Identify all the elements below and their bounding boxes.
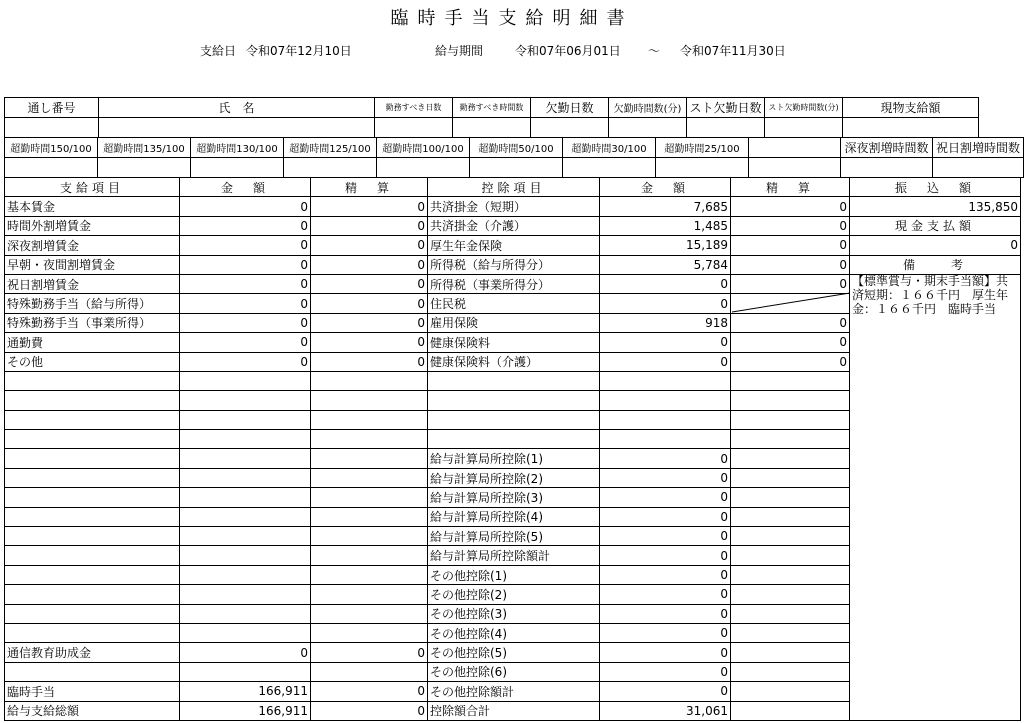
pay-item-settle	[311, 623, 428, 642]
pay-item-amount	[180, 546, 311, 565]
pay-item-name	[5, 565, 180, 584]
absence-days-value	[531, 118, 609, 138]
deduct-item-name: 控除額合計	[428, 701, 600, 720]
serial-number-value	[5, 118, 99, 138]
deduct-item-amount: 0	[600, 643, 731, 662]
pay-item-amount	[180, 391, 311, 410]
deduct-item-name: 健康保険料（介護）	[428, 352, 600, 371]
pay-item-settle	[311, 507, 428, 526]
overtime-135-value	[98, 158, 191, 178]
pay-item-settle: 0	[311, 255, 428, 274]
deduct-amount-header: 金 額	[600, 178, 731, 197]
deduct-item-settle	[731, 468, 850, 487]
deduct-item-settle	[731, 546, 850, 565]
deduct-item-name: その他控除(5)	[428, 643, 600, 662]
period-separator: 〜	[648, 44, 661, 58]
deduct-item-name: その他控除(3)	[428, 604, 600, 623]
table-row	[5, 216, 1021, 235]
pay-item-amount: 0	[180, 333, 311, 352]
pay-item-settle	[311, 546, 428, 565]
deduct-item-amount: 0	[600, 565, 731, 584]
deduct-item-amount: 0	[600, 333, 731, 352]
pay-item-settle	[311, 449, 428, 468]
pay-item-name: 臨時手当	[5, 682, 180, 701]
pay-item-amount	[180, 410, 311, 429]
deduct-item-amount	[600, 391, 731, 410]
pay-item-settle: 0	[311, 236, 428, 255]
pay-item-settle: 0	[311, 313, 428, 332]
strike-absence-days-header: スト欠勤日数	[687, 98, 765, 118]
pay-item-settle	[311, 565, 428, 584]
deduct-item-amount: 0	[600, 585, 731, 604]
employee-info-table	[4, 97, 979, 138]
pay-item-name: 特殊勤務手当（給与所得）	[5, 294, 180, 313]
deduct-item-header: 控除項目	[428, 178, 600, 197]
pay-item-amount	[180, 430, 311, 449]
transfer-amount: 135,850	[850, 197, 1021, 216]
blank-value	[749, 158, 841, 178]
deduct-item-settle	[731, 507, 850, 526]
pay-item-name: 基本賃金	[5, 197, 180, 216]
transfer-header: 振 込 額	[850, 178, 1021, 197]
pay-item-settle	[311, 527, 428, 546]
deduct-item-amount: 5,784	[600, 255, 731, 274]
overtime-150-header: 超勤時間150/100	[5, 138, 98, 158]
deduct-item-amount: 7,685	[600, 197, 731, 216]
pay-item-settle	[311, 410, 428, 429]
deduct-item-amount: 0	[600, 449, 731, 468]
pay-item-settle	[311, 604, 428, 623]
overtime-130-value	[191, 158, 284, 178]
pay-item-name	[5, 623, 180, 642]
pay-item-name: 給与支給総額	[5, 701, 180, 720]
overtime-130-header: 超勤時間130/100	[191, 138, 284, 158]
pay-item-name: 祝日割増賃金	[5, 274, 180, 293]
overtime-25-header: 超勤時間25/100	[656, 138, 749, 158]
pay-item-amount	[180, 662, 311, 681]
page-title: 臨時手当支給明細書	[390, 8, 634, 29]
pay-item-settle: 0	[311, 701, 428, 720]
overtime-30-value	[563, 158, 656, 178]
table-row	[5, 197, 1021, 216]
pay-amount-header: 金 額	[180, 178, 311, 197]
pay-item-settle: 0	[311, 216, 428, 235]
deduct-item-amount	[600, 410, 731, 429]
overtime-30-header: 超勤時間30/100	[563, 138, 656, 158]
deduct-item-amount: 0	[600, 488, 731, 507]
deduct-item-settle: 0	[731, 216, 850, 235]
pay-item-settle: 0	[311, 333, 428, 352]
deduct-item-amount: 0	[600, 623, 731, 642]
night-premium-hours-header: 深夜割増時間数	[841, 138, 933, 158]
absence-minutes-value	[609, 118, 687, 138]
payslip-table	[4, 177, 1021, 721]
holiday-premium-hours-value	[933, 158, 1024, 178]
deduct-item-name: その他控除額計	[428, 682, 600, 701]
pay-item-amount	[180, 604, 311, 623]
deduct-item-name	[428, 371, 600, 390]
overtime-50-header: 超勤時間50/100	[470, 138, 563, 158]
deduct-item-amount	[600, 430, 731, 449]
pay-item-amount: 0	[180, 236, 311, 255]
deduct-item-name: 住民税	[428, 294, 600, 313]
serial-number-header: 通し番号	[5, 98, 99, 118]
deduct-item-settle	[731, 527, 850, 546]
deduct-item-settle	[731, 430, 850, 449]
pay-item-name	[5, 507, 180, 526]
deduct-item-settle: 0	[731, 313, 850, 332]
night-premium-hours-value	[841, 158, 933, 178]
pay-item-name: その他	[5, 352, 180, 371]
deduct-item-settle	[731, 662, 850, 681]
name-header: 氏 名	[99, 98, 375, 118]
name-value	[99, 118, 375, 138]
deduct-item-settle	[731, 701, 850, 720]
deduct-item-settle	[731, 565, 850, 584]
pay-item-settle: 0	[311, 274, 428, 293]
pay-item-settle	[311, 391, 428, 410]
deduct-item-amount: 0	[600, 352, 731, 371]
pay-item-settle	[311, 430, 428, 449]
pay-item-amount	[180, 371, 311, 390]
overtime-135-header: 超勤時間135/100	[98, 138, 191, 158]
pay-item-name	[5, 449, 180, 468]
pay-item-amount: 0	[180, 216, 311, 235]
required-days-value	[375, 118, 453, 138]
pay-item-amount: 0	[180, 643, 311, 662]
deduct-item-settle	[731, 623, 850, 642]
absence-minutes-header: 欠勤時間数(分)	[609, 98, 687, 118]
pay-item-amount	[180, 565, 311, 584]
table-row	[5, 255, 1021, 274]
overtime-125-value	[284, 158, 377, 178]
deduct-item-name: 雇用保険	[428, 313, 600, 332]
required-hours-header: 勤務すべき時間数	[453, 98, 531, 118]
strike-absence-minutes-header: スト欠勤時間数(分)	[765, 98, 843, 118]
deduct-item-amount: 0	[600, 294, 731, 313]
deduct-item-name: その他控除(6)	[428, 662, 600, 681]
deduct-settle-header: 精 算	[731, 178, 850, 197]
pay-item-name: 通勤費	[5, 333, 180, 352]
deduct-item-name: 給与計算局所控除(5)	[428, 527, 600, 546]
deduct-item-settle: 0	[731, 197, 850, 216]
deduct-item-name	[428, 391, 600, 410]
deduct-item-name: 給与計算局所控除(4)	[428, 507, 600, 526]
overtime-100-header: 超勤時間100/100	[377, 138, 470, 158]
holiday-premium-hours-header: 祝日割増時間数	[933, 138, 1024, 158]
pay-item-amount	[180, 623, 311, 642]
deduct-item-amount: 15,189	[600, 236, 731, 255]
deduct-item-settle	[731, 604, 850, 623]
required-hours-value	[453, 118, 531, 138]
deduct-item-name	[428, 410, 600, 429]
cash-payment-label: 現金支払額	[850, 216, 1021, 235]
blank-header	[749, 138, 841, 158]
pay-item-name: 特殊勤務手当（事業所得）	[5, 313, 180, 332]
pay-item-amount: 166,911	[180, 701, 311, 720]
pay-item-amount	[180, 527, 311, 546]
deduct-item-name: その他控除(4)	[428, 623, 600, 642]
deduct-item-name: 給与計算局所控除(1)	[428, 449, 600, 468]
deduct-item-amount: 0	[600, 274, 731, 293]
pay-item-name	[5, 430, 180, 449]
pay-item-settle	[311, 585, 428, 604]
pay-item-header: 支給項目	[5, 178, 180, 197]
deduct-item-settle	[731, 391, 850, 410]
deduct-item-settle	[731, 682, 850, 701]
remarks-header: 備 考	[850, 255, 1021, 274]
deduct-item-name: 給与計算局所控除額計	[428, 546, 600, 565]
deduct-item-amount: 0	[600, 546, 731, 565]
deduct-item-settle: 0	[731, 236, 850, 255]
deduct-item-name: 給与計算局所控除(3)	[428, 488, 600, 507]
pay-item-amount: 0	[180, 255, 311, 274]
pay-date: 令和07年12月10日	[246, 44, 352, 58]
pay-item-name: 通信教育助成金	[5, 643, 180, 662]
remarks-text: 【標準賞与・期末手当額】共済短期：１６６千円 厚生年金：１６６千円 臨時手当	[852, 274, 1009, 316]
pay-item-settle: 0	[311, 682, 428, 701]
deduct-item-amount: 0	[600, 527, 731, 546]
pay-item-name	[5, 662, 180, 681]
period-end: 令和07年11月30日	[680, 44, 786, 58]
pay-item-amount: 0	[180, 352, 311, 371]
pay-item-amount: 0	[180, 294, 311, 313]
pay-item-amount	[180, 507, 311, 526]
strike-absence-days-value	[687, 118, 765, 138]
overtime-125-header: 超勤時間125/100	[284, 138, 377, 158]
period-start: 令和07年06月01日	[515, 44, 621, 58]
strike-absence-minutes-value	[765, 118, 843, 138]
deduct-item-name: 共済掛金（短期）	[428, 197, 600, 216]
cash-payment-amount: 0	[850, 236, 1021, 255]
pay-date-label: 支給日	[200, 44, 237, 58]
deduct-item-name	[428, 430, 600, 449]
deduct-item-amount: 0	[600, 682, 731, 701]
deduct-item-settle	[731, 410, 850, 429]
pay-item-name	[5, 488, 180, 507]
remarks-area	[850, 274, 1021, 720]
pay-item-settle	[311, 488, 428, 507]
pay-item-settle: 0	[311, 197, 428, 216]
deduct-item-name: 共済掛金（介護）	[428, 216, 600, 235]
pay-item-amount: 0	[180, 313, 311, 332]
deduct-item-settle	[731, 488, 850, 507]
settle-diagonal-line	[732, 292, 850, 313]
pay-item-name	[5, 410, 180, 429]
deduct-item-amount: 0	[600, 507, 731, 526]
pay-item-name	[5, 585, 180, 604]
deduct-item-amount: 0	[600, 604, 731, 623]
pay-item-amount	[180, 585, 311, 604]
pay-item-name	[5, 527, 180, 546]
deduct-item-amount: 0	[600, 662, 731, 681]
deduct-item-settle: 0	[731, 333, 850, 352]
deduct-item-amount: 918	[600, 313, 731, 332]
pay-item-name: 時間外割増賃金	[5, 216, 180, 235]
deduct-item-name: 所得税（給与所得分）	[428, 255, 600, 274]
overtime-table	[4, 137, 1024, 178]
pay-item-settle	[311, 662, 428, 681]
in-kind-payment-header: 現物支給額	[843, 98, 979, 118]
pay-item-amount	[180, 488, 311, 507]
pay-item-name: 早朝・夜間割増賃金	[5, 255, 180, 274]
deduct-item-settle	[731, 643, 850, 662]
deduct-item-name: その他控除(2)	[428, 585, 600, 604]
pay-item-name: 深夜割増賃金	[5, 236, 180, 255]
pay-item-name	[5, 546, 180, 565]
pay-item-settle: 0	[311, 352, 428, 371]
required-days-header: 勤務すべき日数	[375, 98, 453, 118]
deduct-item-name: その他控除(1)	[428, 565, 600, 584]
deduct-item-name: 所得税（事業所得分）	[428, 274, 600, 293]
overtime-150-value	[5, 158, 98, 178]
pay-item-name	[5, 468, 180, 487]
deduct-item-settle: 0	[731, 352, 850, 371]
absence-days-header: 欠勤日数	[531, 98, 609, 118]
pay-item-settle	[311, 468, 428, 487]
deduct-item-name: 健康保険料	[428, 333, 600, 352]
overtime-100-value	[377, 158, 470, 178]
overtime-50-value	[470, 158, 563, 178]
period-label: 給与期間	[435, 44, 484, 58]
pay-item-amount	[180, 449, 311, 468]
deduct-item-amount	[600, 371, 731, 390]
pay-settle-header: 精 算	[311, 178, 428, 197]
deduct-item-amount: 0	[600, 468, 731, 487]
pay-item-name	[5, 371, 180, 390]
pay-item-amount	[180, 468, 311, 487]
deduct-item-settle	[731, 449, 850, 468]
deduct-item-settle	[731, 585, 850, 604]
pay-item-settle: 0	[311, 294, 428, 313]
in-kind-payment-value	[843, 118, 979, 138]
deduct-item-amount: 1,485	[600, 216, 731, 235]
pay-item-settle	[311, 371, 428, 390]
deduct-item-settle: 0	[731, 255, 850, 274]
deduct-item-name: 給与計算局所控除(2)	[428, 468, 600, 487]
pay-item-amount: 166,911	[180, 682, 311, 701]
pay-item-name	[5, 391, 180, 410]
deduct-item-settle: 0	[731, 274, 850, 293]
pay-item-amount: 0	[180, 274, 311, 293]
pay-item-amount: 0	[180, 197, 311, 216]
table-row	[5, 236, 1021, 255]
pay-item-settle: 0	[311, 643, 428, 662]
overtime-25-value	[656, 158, 749, 178]
deduct-item-amount: 31,061	[600, 701, 731, 720]
pay-item-name	[5, 604, 180, 623]
deduct-item-settle	[731, 371, 850, 390]
deduct-item-name: 厚生年金保険	[428, 236, 600, 255]
